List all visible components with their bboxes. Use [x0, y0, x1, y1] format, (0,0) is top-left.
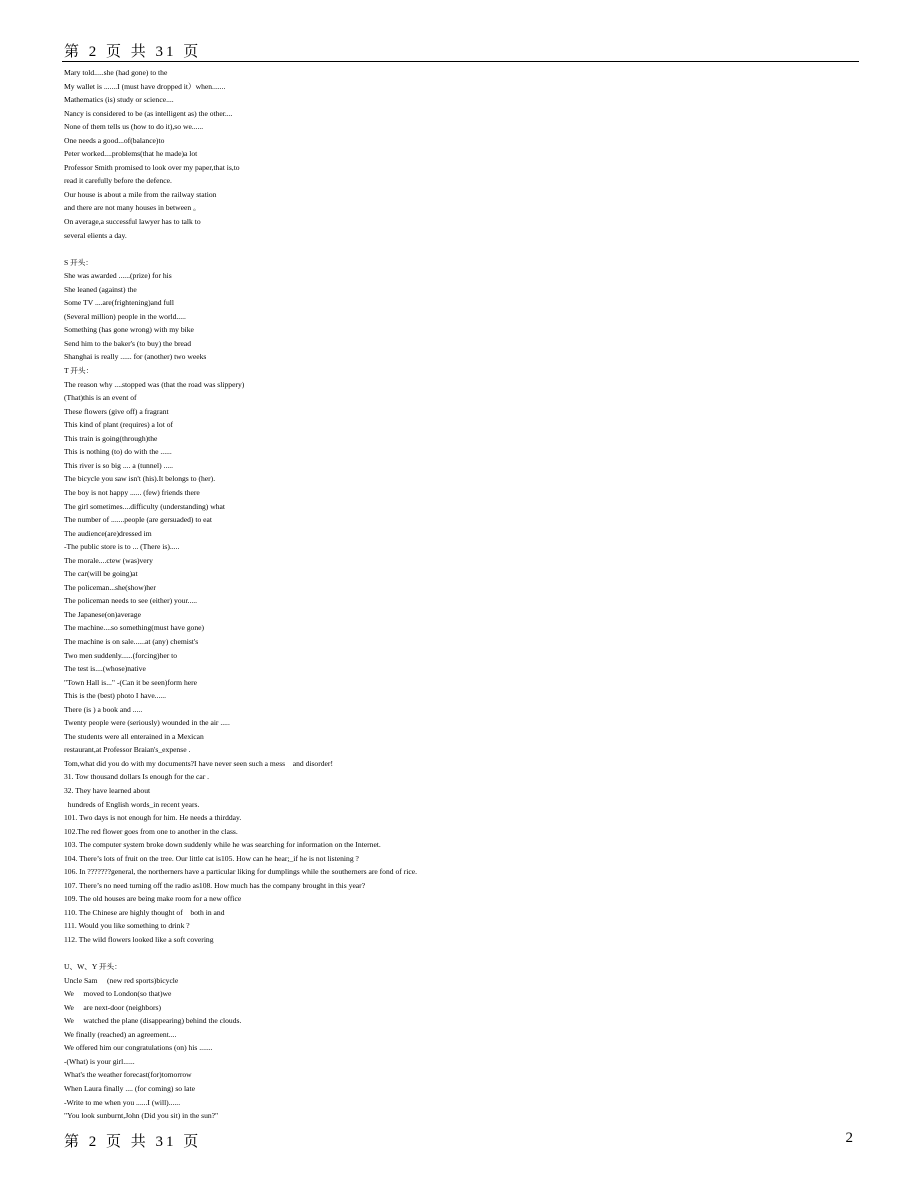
text-line: The Japanese(on)average [64, 609, 141, 619]
text-line: and there are not many houses in between 。 [64, 203, 201, 213]
text-line: There (is ) a book and ..... [64, 704, 143, 714]
text-line: We offered him our congratulations (on) his ....... [64, 1043, 213, 1053]
text-line: Two men suddenly......(forcing)her to [64, 650, 178, 660]
text-line: 32. They have learned about [64, 785, 151, 795]
text-line: The morale....ctew (was)very [64, 555, 153, 565]
text-line: 106. In ???????general, the northerners have a particular liking for dumplings while the southerners are fond of rice. [64, 867, 417, 877]
text-line: 110. The Chinese are highly thought of both in and [64, 907, 225, 917]
text-line: This is the (best) photo I have...... [64, 691, 167, 701]
text-line: "Town Hall is..." -(Can it be seen)form here [64, 677, 198, 687]
text-line: She leaned (against) the [64, 284, 137, 294]
text-line: This is nothing (to) do with the ...... [64, 447, 172, 457]
text-line: Send him to the baker's (to buy) the bread [64, 338, 192, 348]
text-line: On average,a successful lawyer has to talk to [64, 217, 201, 227]
text-line: The machine....so something(must have gone) [64, 623, 205, 633]
text-line: What's the weather forecast(for)tomorrow [64, 1070, 192, 1080]
text-line: several elients a day. [64, 230, 127, 240]
text-line: -(What) is your girl...... [64, 1056, 135, 1066]
text-line: The girl sometimes....difficulty (understanding) what [64, 501, 225, 511]
text-line: 111. Would you like something to drink ? [64, 921, 190, 931]
text-line: She was awarded ......(prize) for his [64, 271, 172, 281]
text-line: (Several million) people in the world..... [64, 311, 186, 321]
text-line: The policeman...she(show)her [64, 582, 156, 592]
text-line: -The public store is to ... (There is)..... [64, 542, 180, 552]
text-line: 101. Two days is not enough for him. He needs a thirdday. [64, 813, 242, 823]
text-line: Mary told.....she (had gone) to the [64, 68, 168, 77]
text-line: One needs a good...of(balance)to [64, 135, 165, 145]
text-line: We moved to London(so that)we [64, 989, 172, 999]
text-line: U、W、Y 开头： [64, 962, 122, 972]
text-line: Our house is about a mile from the railway station [64, 189, 217, 199]
text-line: 103. The computer system broke down suddenly while he was searching for information on the Internet. [64, 840, 381, 850]
text-line: 112. The wild flowers looked like a soft covering [64, 935, 214, 944]
page-header: 第 2 页 共 31 页 [64, 44, 202, 60]
text-line: hundreds of English words_in recent years. [64, 799, 200, 809]
text-line: This kind of plant (requires) a lot of [64, 420, 174, 430]
text-line: 102.The red flower goes from one to another in the class. [64, 826, 238, 836]
text-line: These flowers (give off) a fragrant [64, 406, 169, 416]
text-line: 31. Tow thousand dollars Is enough for the car . [64, 772, 210, 782]
text-line: Twenty people were (seriously) wounded in the air ..... [64, 718, 230, 728]
text-line: restaurant,at Professor Braian's_expense . [64, 745, 191, 755]
page-number: 2 [845, 1130, 853, 1146]
text-line: T 开头： [64, 366, 94, 376]
text-line: 107. There’s no need turning off the radio as108. How much has the company brought in this year? [64, 880, 366, 890]
text-line: read it carefully before the defence. [64, 176, 172, 186]
text-line: The number of .......people (are gersuaded) to eat [64, 515, 213, 525]
document-body [64, 66, 864, 1123]
text-line: Mathematics (is) study or science.... [64, 95, 174, 105]
text-line: The students were all enterained in a Mexican [64, 731, 204, 741]
text-line: (That)this is an event of [64, 393, 137, 403]
text-line: Peter worked....problems(that he made)a lot [64, 149, 198, 159]
text-line: Uncle Sam (new red sports)bicycle [64, 975, 179, 985]
text-line: We watched the plane (disappearing) behind the clouds. [64, 1016, 242, 1026]
text-line: The bicycle you saw isn't (his).It belongs to (her). [64, 474, 216, 484]
text-line: When Laura finally .... (for coming) so late [64, 1084, 195, 1094]
text-line [64, 947, 864, 961]
text-line: Something (has gone wrong) with my bike [64, 325, 194, 335]
text-line: 109. The old houses are being make room for a new office [64, 894, 242, 904]
text-line: The boy is not happy ...... (few) friends there [64, 487, 200, 497]
text-line: The policeman needs to see (either) your..... [64, 596, 198, 606]
text-line: "You look sunburnt,John (Did you sit) in the sun?" [64, 1111, 219, 1121]
text-line: Shanghai is really ...... for (another) two weeks [64, 352, 207, 362]
text-line: Tom,what did you do with my documents?I have never seen such a mess and disorder! [64, 758, 333, 768]
text-line: The car(will be going)at [64, 569, 138, 579]
text-line: -Write to me when you ......I (will)...... [64, 1097, 181, 1107]
text-line: We finally (reached) an agreement.... [64, 1029, 177, 1039]
text-line: The machine is on sale......at (any) chemist's [64, 636, 199, 646]
text-line: This river is so big .... a (tunnel) ..... [64, 460, 174, 470]
text-line: We are next-door (neighbors) [64, 1002, 162, 1012]
text-line: The audience(are)dressed im [64, 528, 152, 538]
text-line: None of them tells us (how to do it),so we...... [64, 122, 204, 132]
text-line [64, 242, 864, 256]
text-line: The reason why ....stopped was (that the road was slippery) [64, 379, 245, 389]
text-line: The test is....(whose)native [64, 664, 146, 674]
page-footer: 第 2 页 共 31 页 [64, 1134, 202, 1150]
text-line: This train is going(through)the [64, 433, 158, 443]
text-line: Some TV ....are(frightening)and full [64, 298, 175, 308]
text-line: S 开头： [64, 257, 93, 267]
text-line: My wallet is .......I (must have dropped it）when....... [64, 81, 226, 91]
header-rule [62, 61, 859, 62]
text-line: Nancy is considered to be (as intelligent as) the other.... [64, 108, 233, 118]
text-line: 104. There’s lots of fruit on the tree. Our little cat is105. How can he hear;_if he is not listening ? [64, 853, 359, 863]
text-line: Professor Smith promised to look over my paper,that is,to [64, 162, 240, 172]
